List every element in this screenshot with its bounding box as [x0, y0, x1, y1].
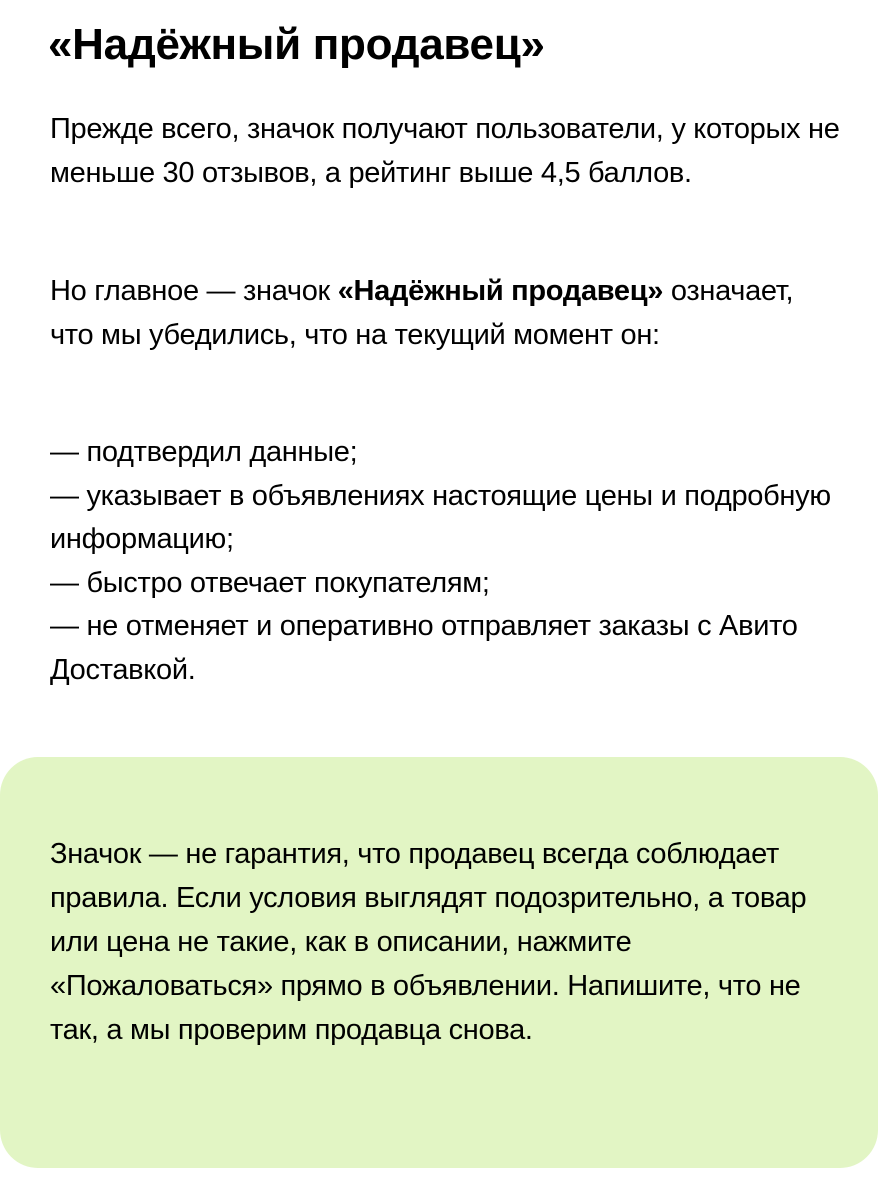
- intro-paragraph: Прежде всего, значок получают пользователи, у которых не меньше 30 отзывов, а рейтинг выше 4,5 баллов.: [50, 113, 840, 189]
- callout-text: Значок — не гарантия, что продавец всегда соблюдает правила. Если условия выглядят подозрительно, а товар или цена не такие, как в описании, нажмите «Пожаловаться» прямо в объявлении. Напишите, что не так, а мы проверим продавца снова.: [50, 838, 807, 1046]
- main-point-text-end: означает, что мы убедились, что на текущий момент он:: [50, 275, 794, 351]
- list-item: — подтвердил данные;: [50, 436, 358, 468]
- requirements-list: [50, 431, 840, 692]
- list-item: — не отменяет и оперативно отправляет заказы с Авито Доставкой.: [50, 610, 798, 686]
- main-point-text-start: Но главное — значок: [50, 275, 338, 307]
- page-title: «Надёжный продавец»: [48, 20, 545, 69]
- main-point-paragraph: [50, 270, 840, 357]
- badge-name-bold: «Надёжный продавец»: [337, 275, 664, 307]
- list-item: — указывает в объявлениях настоящие цены и подробную информацию;: [50, 479, 831, 555]
- list-item: — быстро отвечает покупателям;: [50, 566, 490, 599]
